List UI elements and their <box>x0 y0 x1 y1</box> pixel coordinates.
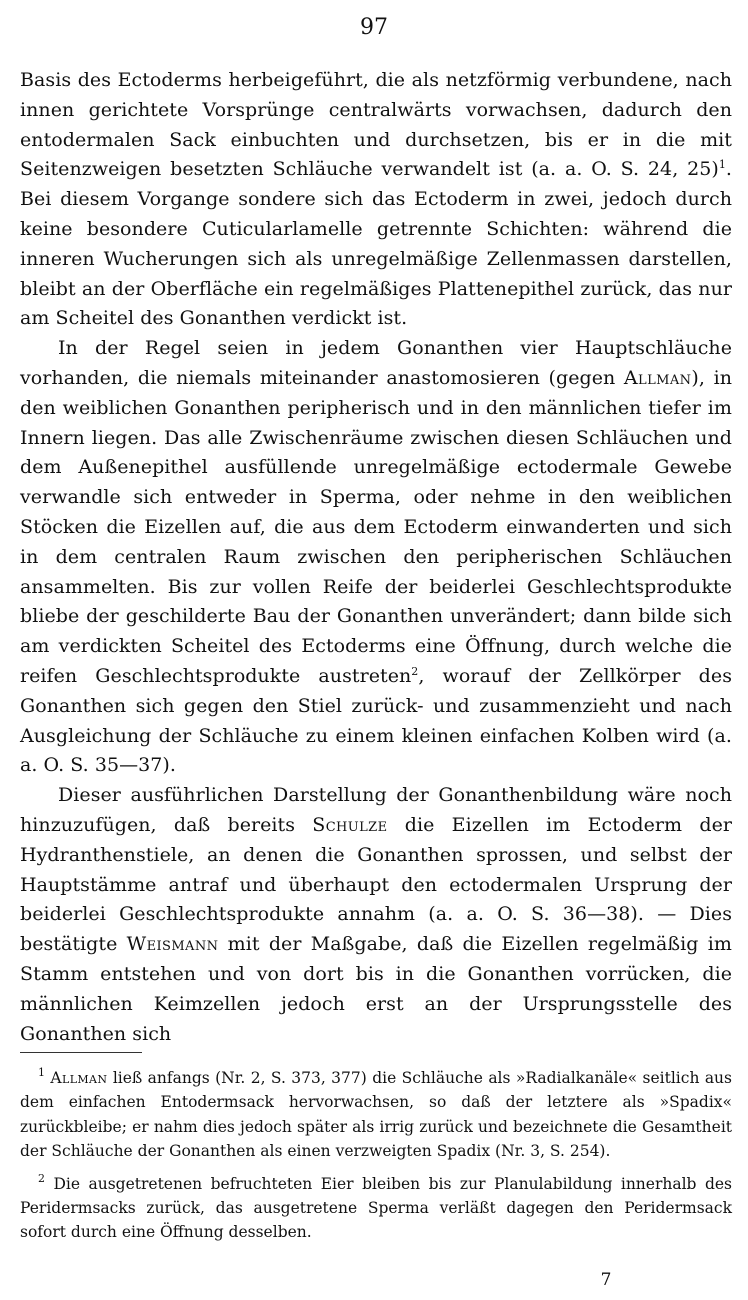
author-name: Allman <box>50 1069 108 1087</box>
footnote-marker: 2 <box>38 1171 45 1185</box>
footnote-divider <box>20 1052 142 1053</box>
text-run: mit der Maßgabe, daß die Eizellen regelmäßig im Stamm entstehen und von dort bis in die Gonanthen vorrücken, die männlichen Keimzellen jedoch erst an der Ursprungsstelle des Gonanthen sich <box>20 933 732 1045</box>
signature-mark: 7 <box>600 1270 612 1290</box>
paragraph <box>20 781 732 1049</box>
body-text <box>20 66 732 1049</box>
footnote-marker: 2 <box>411 664 419 678</box>
footnotes <box>20 1066 732 1253</box>
author-name: Weismann <box>126 933 219 956</box>
text-run: . Bei diesem Vorgange sondere sich das Ectoderm in zwei, jedoch durch keine besondere Cuticularlamelle getrennte Schichten: während die inneren Wucherungen sich als unregelmäßige Zellenmassen darstellen, bleibt an der Oberfläche ein regelmäßiges Plattenepithel zurück, das nur am Scheitel des Gonanthen verdickt ist. <box>20 158 732 330</box>
footnote <box>20 1172 732 1245</box>
paragraph <box>20 66 732 334</box>
text-run: , worauf der Zellkörper des Gonanthen sich gegen den Stiel zurück- und zusammenzieht und nach Ausgleichung der Schläuche zu einem kleinen einfachen Kolben wird (a. a. O. S. 35—37). <box>20 664 732 777</box>
footnote <box>20 1066 732 1164</box>
paragraph <box>20 334 732 781</box>
text-run: Basis des Ectoderms herbeigeführt, die als netzförmig verbundene, nach innen gerichtete Vorsprünge centralwärts vorwachsen, dadurch den entodermalen Sack einbuchten und durchsetzen, bis er in die mit Seitenzweigen besetzten Schläuche verwandelt ist (a. a. O. S. 24, 25) <box>20 69 732 181</box>
text-run: Dieser ausführlichen Darstellung der Gonanthenbildung wäre noch hinzuzufügen, daß bereits <box>20 784 732 836</box>
text-run: ), in den weiblichen Gonanthen peripherisch und in den männlichen tiefer im Innern liegen. Das alle Zwischenräume zwischen diesen Schläuchen und dem Außenepithel ausfüllende unregelmäßige ectodermale Gewebe verwandle sich entweder in Sperma, oder nehme in den weiblichen Stöcken die Eizellen auf, die aus dem Ectoderm einwanderten und sich in dem centralen Raum zwischen den peripherischen Schläuchen ansammelten. Bis zur vollen Reife der beiderlei Geschlechtsprodukte bliebe der geschilderte Bau der Gonanthen unverändert; dann bilde sich am verdickten Scheitel des Ectoderms eine Öffnung, durch welche die reifen Geschlechtsprodukte austreten <box>20 366 732 687</box>
author-name: Allman <box>623 366 692 389</box>
text-run: die Eizellen im Ectoderm der Hydranthenstiele, an denen die Gonanthen sprossen, und selbst der Hauptstämme antraf und überhaupt den ectodermalen Ursprung der beiderlei Geschlechtsprodukte annahm (a. a. O. S. 36—38). — Dies bestätigte <box>20 813 732 956</box>
page-number: 97 <box>360 15 388 40</box>
author-name: Schulze <box>312 813 388 836</box>
text-run: ließ anfangs (Nr. 2, S. 373, 377) die Schläuche als »Radialkanäle« seitlich aus dem einfachen Entodermsack hervorwachsen, so daß der letztere als »Spadix« zurückbleibe; er nahm dies jedoch später als irrig zurück und bezeichnete die Gesamtheit der Schläuche der Gonanthen als einen verzweigten Spadix (Nr. 3, S. 254). <box>20 1069 732 1161</box>
text-run: Die ausgetretenen befruchteten Eier bleiben bis zur Planulabildung innerhalb des Peridermsacks zurück, das ausgetretene Sperma verläßt dagegen den Peridermsack sofort durch eine Öffnung desselben. <box>20 1174 732 1242</box>
footnote-marker: 1 <box>38 1066 45 1079</box>
footnote-marker: 1 <box>718 158 726 172</box>
text-run: In der Regel seien in jedem Gonanthen vier Hauptschläuche vorhanden, die niemals miteinander anastomosieren (gegen <box>20 337 732 389</box>
